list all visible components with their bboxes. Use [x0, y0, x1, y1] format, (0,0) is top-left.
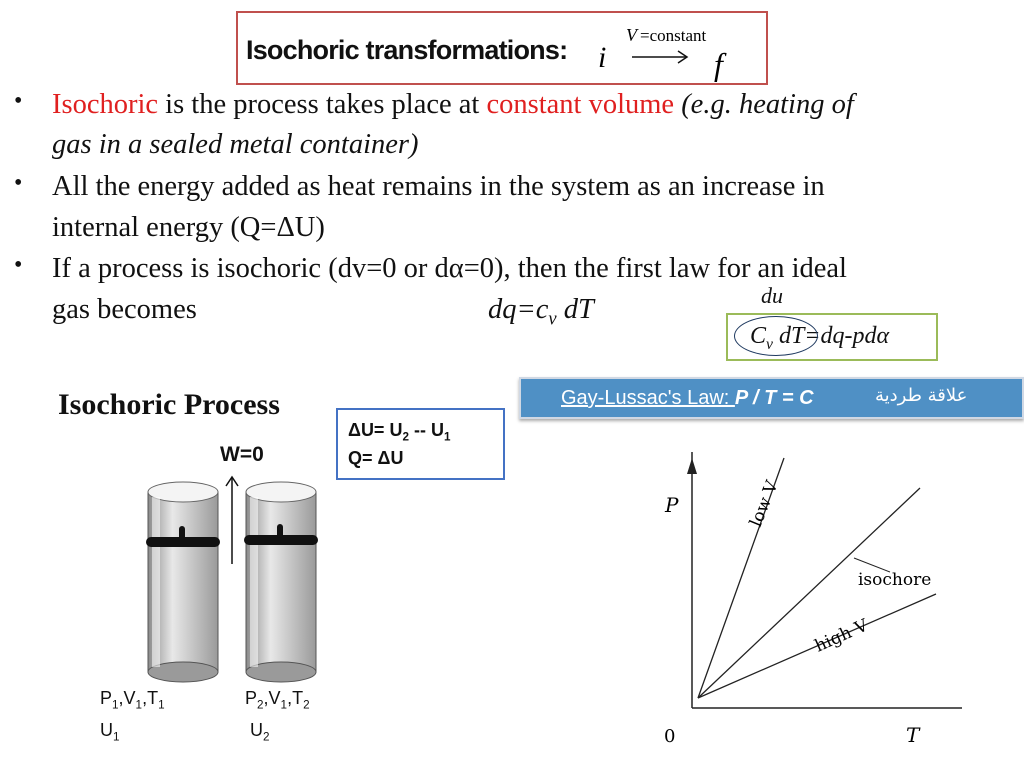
work-label: W=0: [220, 443, 264, 466]
du-label: du: [761, 283, 783, 308]
process-heading: Isochoric Process: [58, 388, 280, 421]
constant-volume-term: constant volume: [486, 89, 675, 120]
first-law-equation: $dq=c_v$ dT: [488, 294, 594, 330]
condition-var: V: [626, 25, 637, 45]
q-equals-delta-u: Q= ΔU: [348, 448, 404, 468]
piston-rod-initial: [179, 526, 185, 540]
energy-equation: $C_v$ dT=dq-pdα: [750, 323, 890, 353]
isochoric-term: Isochoric: [52, 89, 159, 120]
law-arabic-note: علاقة طردية: [875, 385, 968, 406]
bullet-marker: •: [14, 252, 23, 278]
condition-text: =constant: [640, 26, 707, 45]
title-box: [236, 11, 768, 85]
bullet-3-line-2: gas becomes: [52, 294, 197, 325]
bullet-marker: •: [14, 88, 23, 114]
final-state-line-2: $U_2$: [250, 720, 270, 744]
bullet-3-line-1: If a process is isochoric (dv=0 or dα=0), then the first law for an ideal: [52, 253, 847, 284]
isochore-label: isochore: [858, 570, 932, 590]
line-isochore: [698, 488, 920, 698]
gay-lussac-law-bar: [519, 377, 1024, 419]
high-v-label: high V: [811, 615, 872, 657]
delta-u-equation: $\Delta U= U_2 -- U_1$: [348, 420, 451, 444]
law-label: Gay-Lussac's Law:: [561, 387, 735, 409]
y-axis-label: P: [665, 493, 679, 517]
bullet-1-line-2: gas in a sealed metal container): [52, 129, 419, 160]
cylinder-initial: [146, 482, 220, 682]
isochore-graph: [640, 440, 970, 758]
bullet-marker: •: [14, 170, 23, 196]
x-axis-label: T: [906, 723, 920, 747]
cylinder-final: [244, 482, 318, 682]
bullet-1-text: is the process takes place at: [158, 89, 487, 120]
origin-label: 0: [664, 726, 676, 747]
initial-state-line-2: $U_1$: [100, 720, 120, 744]
delta-u-box: [336, 408, 505, 480]
low-v-label: low V: [746, 477, 783, 530]
law-formula: P / T = C: [734, 387, 814, 409]
final-state-line-1: $P_2,V_1,T_2$: [245, 688, 310, 712]
highlight-oval: [734, 316, 818, 356]
title-transformation-formula: [590, 17, 750, 83]
initial-state: i: [598, 41, 607, 74]
example-text-1: (e.g. heating of: [674, 89, 854, 120]
bullet-2-line-2: internal energy (Q=ΔU): [52, 212, 325, 243]
slide-title: Isochoric transformations:: [246, 35, 568, 65]
initial-state-line-1: $P_1,V_1,T_1$: [100, 688, 165, 712]
piston-rod-final: [277, 524, 283, 538]
law-text: [561, 387, 814, 410]
cylinders-illustration: [140, 474, 340, 684]
final-state: f: [714, 46, 723, 82]
bullet-1-line-1: [52, 86, 854, 124]
bullet-2-line-1: All the energy added as heat remains in the system as an increase in: [52, 171, 825, 202]
y-axis-arrow: [687, 458, 697, 474]
